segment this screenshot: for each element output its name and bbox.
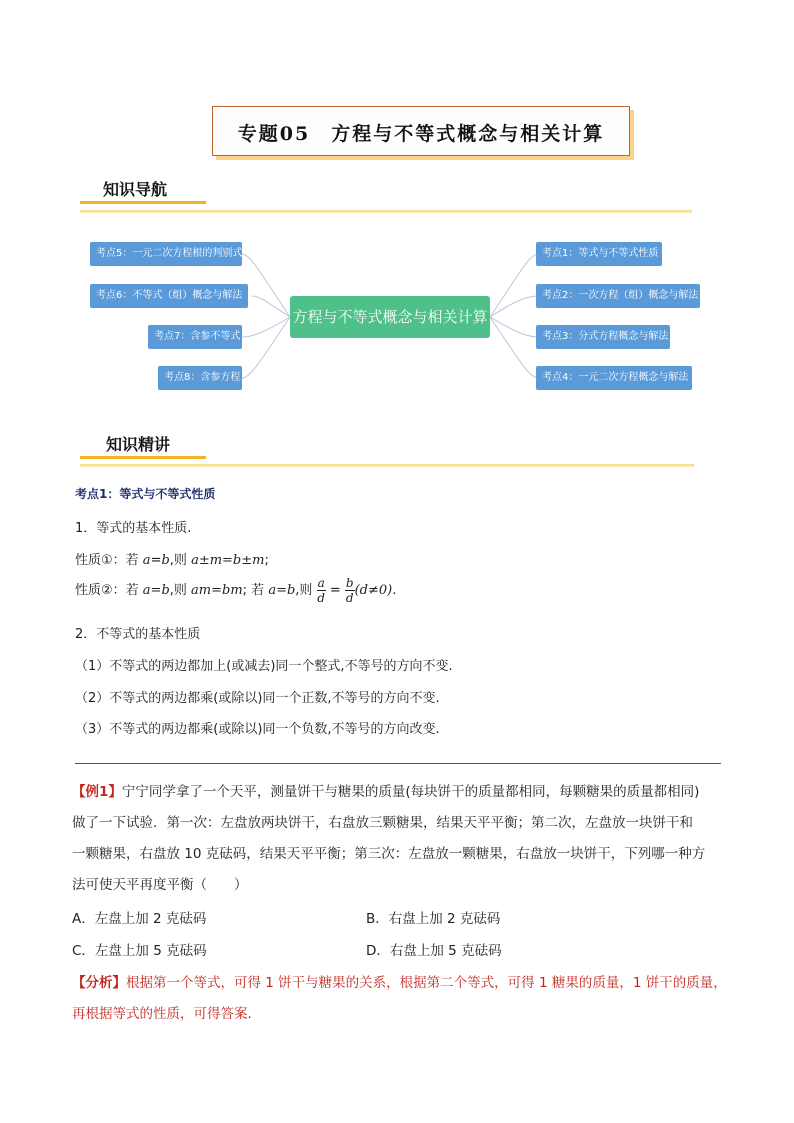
section-underline-lecture — [80, 456, 206, 459]
section-underline-nav — [80, 201, 206, 204]
mind-map-node-kp1: 考点1：等式与不等式性质 — [536, 242, 662, 266]
inequality-properties-heading: 2．不等式的基本性质 — [75, 627, 201, 642]
connector-right-1 — [490, 254, 538, 317]
analysis-tag: 【分析】 — [72, 975, 126, 991]
mind-map-center-node: 方程与不等式概念与相关计算 — [290, 296, 490, 338]
mind-map-node-kp5: 考点5：一元二次方程根的判别式 — [90, 242, 242, 266]
connector-right-4 — [490, 317, 538, 378]
section-title-nav: 知识导航 — [103, 180, 168, 199]
example-line-3: 一颗糖果，右盘放 10 克砝码，结果天平平衡；第三次：左盘放一颗糖果，右盘放一块饼干，下列哪一种方 — [72, 846, 706, 862]
title-box — [212, 106, 630, 156]
section-divider-lecture — [80, 464, 694, 467]
knowledge-point-heading: 考点1：等式与不等式性质 — [75, 487, 216, 501]
mind-map-node-kp6: 考点6：不等式（组）概念与解法 — [90, 284, 248, 308]
example-line-2: 做了一下试验．第一次：左盘放两块饼干，右盘放三颗糖果，结果天平平衡；第二次，左盘放一块饼干和 — [72, 815, 693, 831]
property-1-line: 性质①：若 a=b,则 a±m=b±m; — [75, 553, 269, 568]
fraction-a-over-d: $\frac{a}{d}$ — [317, 576, 325, 605]
content-divider — [75, 763, 721, 764]
equation-properties-heading: 1．等式的基本性质. — [75, 521, 192, 536]
mind-map-node-kp4: 考点4：一元二次方程概念与解法 — [536, 366, 692, 390]
mind-map-node-kp7: 考点7：含参不等式 — [148, 325, 242, 349]
connector-left-1 — [242, 254, 290, 317]
inequality-item-1: （1）不等式的两边都加上(或减去)同一个整式,不等号的方向不变. — [75, 659, 453, 674]
mind-map — [80, 232, 720, 400]
option-a: A．左盘上加 2 克砝码 — [72, 911, 207, 927]
connector-left-2 — [252, 296, 290, 317]
option-d: D．右盘上加 5 克砝码 — [366, 943, 502, 959]
section-divider-nav — [80, 210, 692, 213]
analysis-line-1: 【分析】根据第一个等式，可得 1 饼干与糖果的关系，根据第二个等式，可得 1 糖果的质量，1 饼干的质量， — [72, 975, 727, 991]
page-title: 专题05 方程与不等式概念与相关计算 — [237, 123, 605, 145]
mind-map-node-kp8: 考点8：含参方程 — [158, 366, 242, 390]
example-line-1: 【例1】宁宁同学拿了一个天平，测量饼干与糖果的质量(每块饼干的质量都相同，每颗糖果的质量都相同) — [72, 784, 700, 800]
mind-map-node-kp2: 考点2：一次方程（组）概念与解法 — [536, 284, 700, 308]
analysis-line-2: 再根据等式的性质，可得答案． — [72, 1006, 261, 1022]
fraction-b-over-d: $\frac{b}{d}$ — [345, 576, 354, 605]
connector-left-4 — [242, 317, 290, 378]
inequality-item-2: （2）不等式的两边都乘(或除以)同一个正数,不等号的方向不变. — [75, 691, 440, 706]
option-b: B．右盘上加 2 克砝码 — [366, 911, 501, 927]
property-2-line: 性质②：若 a=b,则 am=bm; 若 a=b,则 $\frac{a}{d}$ = $\frac{b}{d}$ (d≠0). — [75, 576, 397, 605]
example-line-4: 法可使天平再度平衡（ ） — [72, 877, 248, 893]
option-c: C．左盘上加 5 克砝码 — [72, 943, 207, 959]
inequality-item-3: （3）不等式的两边都乘(或除以)同一个负数,不等号的方向改变. — [75, 722, 440, 737]
mind-map-node-kp3: 考点3：分式方程概念与解法 — [536, 325, 670, 349]
example-tag: 【例1】 — [72, 784, 122, 800]
section-title-lecture: 知识精讲 — [106, 435, 171, 454]
